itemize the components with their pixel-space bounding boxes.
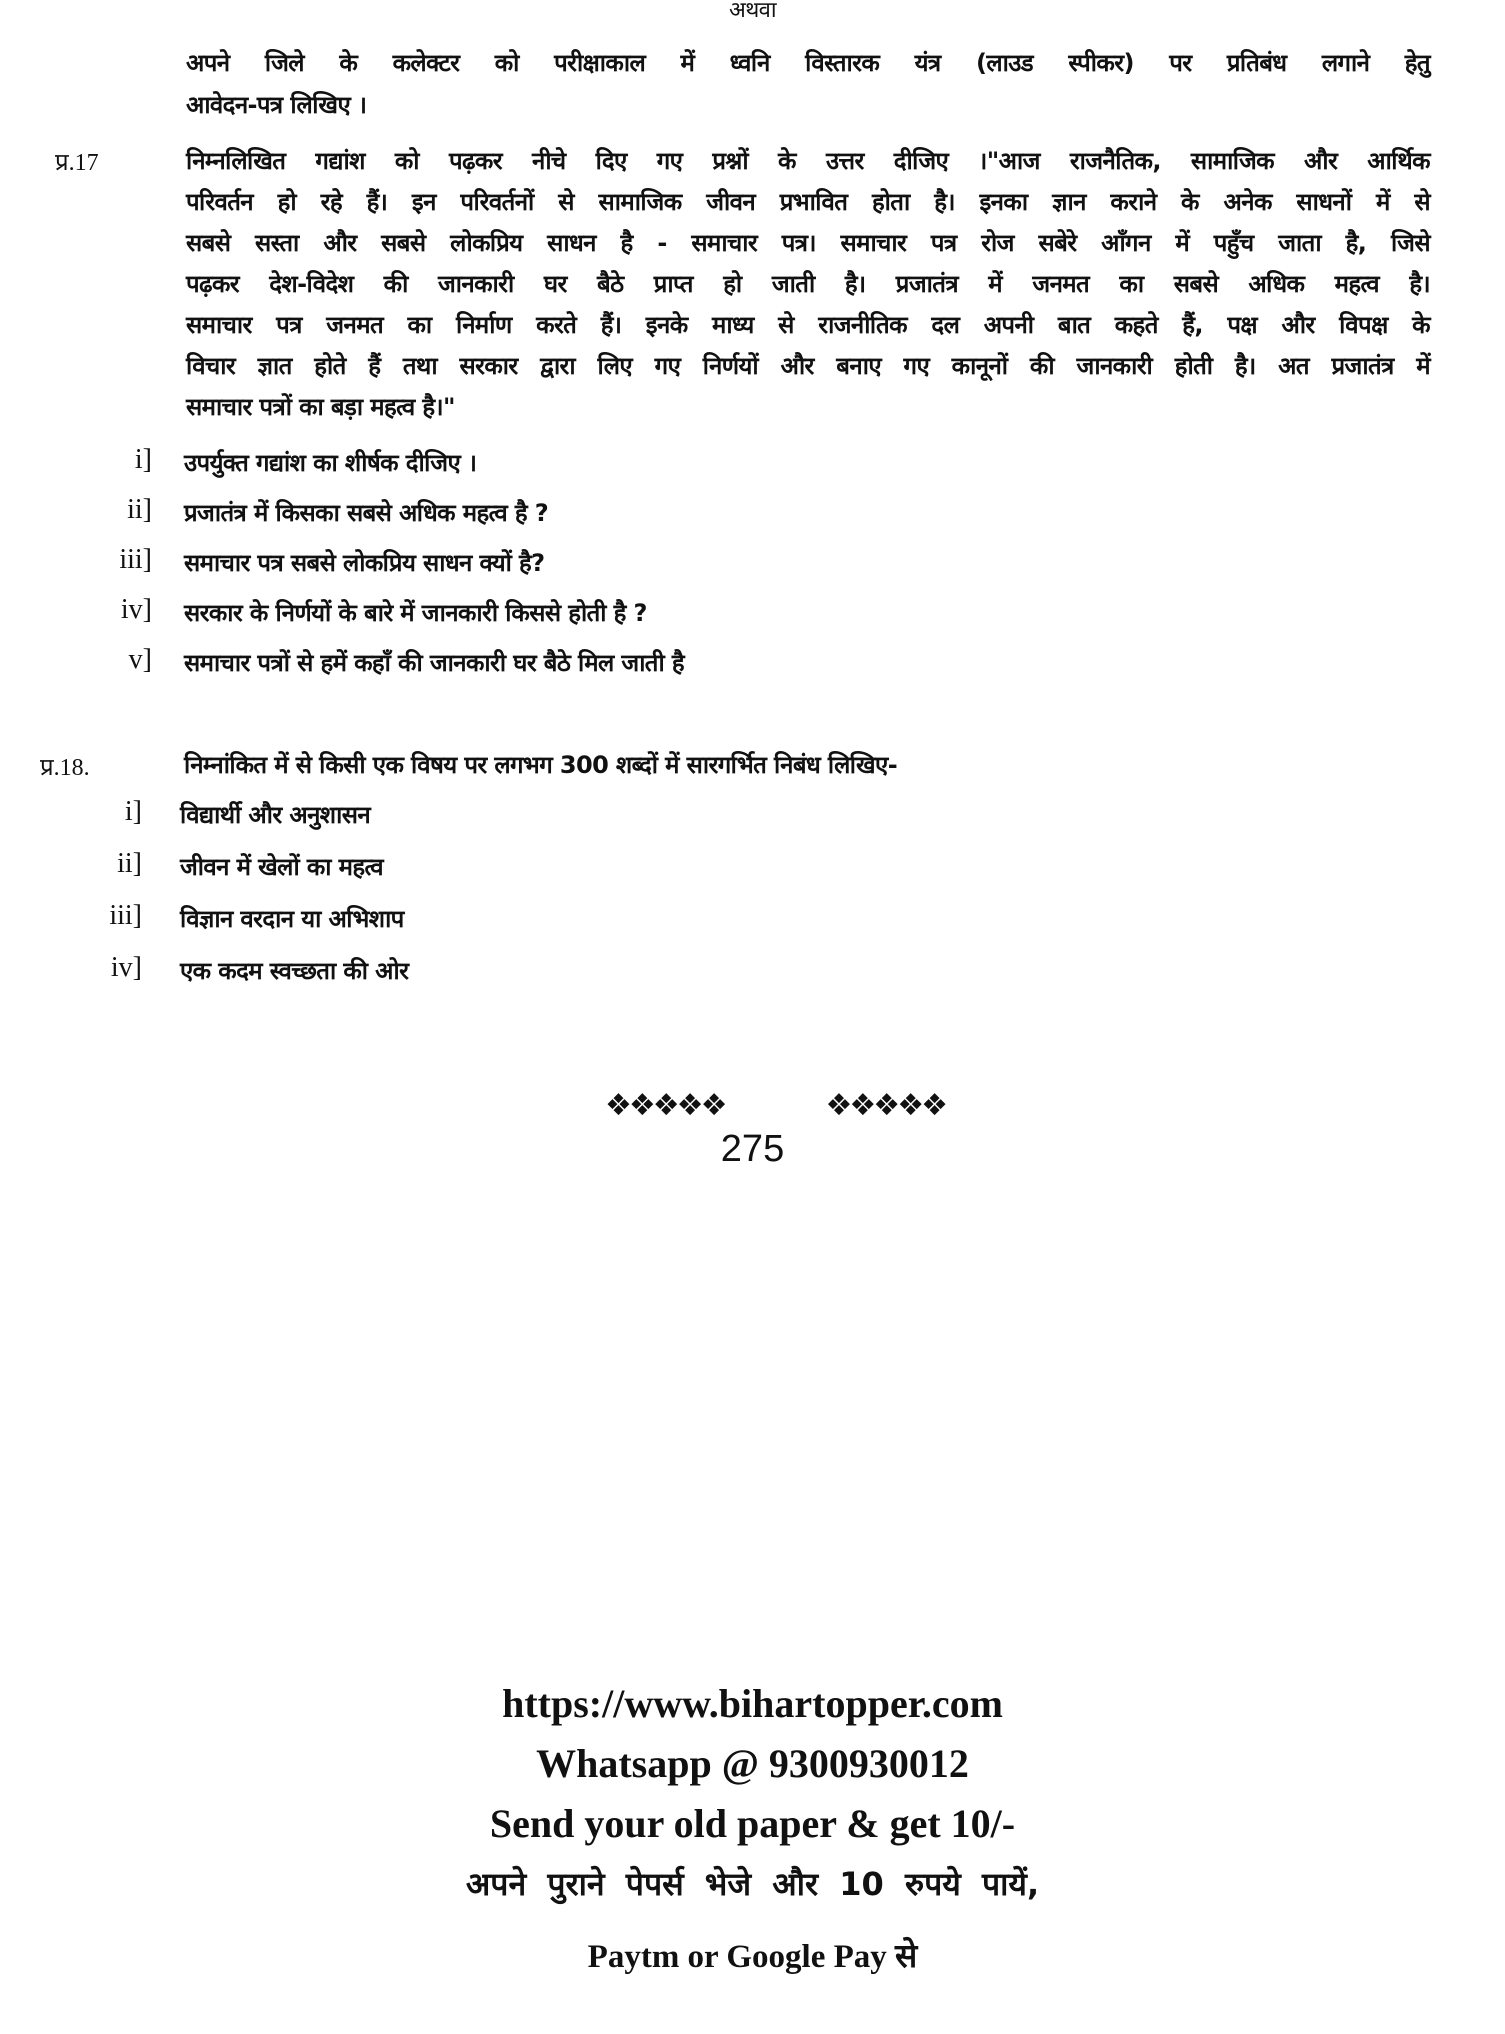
topic-text: एक कदम स्वच्छता की ओर [180,957,409,985]
topic-text: विज्ञान वरदान या अभिशाप [180,905,404,933]
passage-line: सबसे सस्ता और सबसे लोकप्रिय साधन है - समाचार पत्र। समाचार पत्र रोज सबेरे आँगन में पहुँच जाता है, जिसे [186,229,1430,257]
topic-label: i] [124,796,142,827]
sub-question-label: i] [134,444,152,475]
passage-line: समाचार पत्रों का बड़ा महत्व है।" [186,393,455,421]
topic-label: ii] [117,848,142,879]
topic-text: विद्यार्थी और अनुशासन [180,801,371,829]
ornament-divider [605,1088,945,1123]
topic-label: iv] [110,952,142,983]
topic-text: जीवन में खेलों का महत्व [180,853,384,881]
footer-offer-english: Send your old paper & get 10/- [489,1801,1016,1846]
footer-payment: Paytm or Google Pay से [587,1939,918,1975]
passage-line: परिवर्तन हो रहे हैं। इन परिवर्तनों से सामाजिक जीवन प्रभावित होता है। इनका ज्ञान कराने के अनेक साधनों में से [186,188,1430,216]
passage-line: विचार ज्ञात होते हैं तथा सरकार द्वारा लिए गए निर्णयों और बनाए गए कानूनों की जानकारी होती है। अत प्रजातंत्र में [186,352,1430,380]
sub-question-label: iv] [120,594,152,625]
q18-prompt: निम्नांकित में से किसी एक विषय पर लगभग 300 शब्दों में सारगर्भित निबंध लिखिए- [184,751,898,779]
sub-question-text: समाचार पत्र सबसे लोकप्रिय साधन क्यों है? [184,549,545,577]
sub-question-text: प्रजातंत्र में किसका सबसे अधिक महत्व है ? [184,499,549,527]
or-heading: अथवा [729,0,776,23]
letter-question-line-1: अपने जिले के कलेक्टर को परीक्षाकाल में ध्वनि विस्तारक यंत्र (लाउड स्पीकर) पर प्रतिबंध लगाने हेतु [186,49,1430,77]
sub-question-text: समाचार पत्रों से हमें कहाँ की जानकारी घर बैठे मिल जाती है [184,649,685,677]
footer-whatsapp: Whatsapp @ 9300930012 [536,1741,969,1786]
page-number: 275 [720,1128,785,1170]
passage-line: समाचार पत्र जनमत का निर्माण करते हैं। इनके माध्य से राजनीतिक दल अपनी बात कहते हैं, पक्ष और विपक्ष के [186,311,1430,339]
letter-question-line-2: आवेदन-पत्र लिखिए । [186,91,367,119]
footer-url: https://www.bihartopper.com [502,1681,1003,1726]
passage-line: निम्नलिखित गद्यांश को पढ़कर नीचे दिए गए प्रश्नों के उत्तर दीजिए ।"आज राजनैतिक, सामाजिक और आर्थिक [186,147,1430,175]
sub-question-label: v] [128,644,152,675]
sub-question-text: सरकार के निर्णयों के बारे में जानकारी किससे होती है ? [184,599,647,627]
q17-number: प्र.17 [55,150,99,176]
topic-label: iii] [109,900,142,931]
q18-number: प्र.18. [40,755,90,781]
sub-question-label: iii] [119,544,152,575]
footer-offer-hindi: अपने पुराने पेपर्स भेजे और 10 रुपये पायें, [465,1865,1040,1903]
ornament-left-icon: ❖❖❖❖❖ [605,1088,725,1123]
sub-question-label: ii] [127,494,152,525]
ornament-right-icon: ❖❖❖❖❖ [825,1088,945,1123]
passage-line: पढ़कर देश-विदेश की जानकारी घर बैठे प्राप्त हो जाती है। प्रजातंत्र में जनमत का सबसे अधिक महत्व है। [186,270,1430,298]
sub-question-text: उपर्युक्त गद्यांश का शीर्षक दीजिए । [184,449,477,477]
